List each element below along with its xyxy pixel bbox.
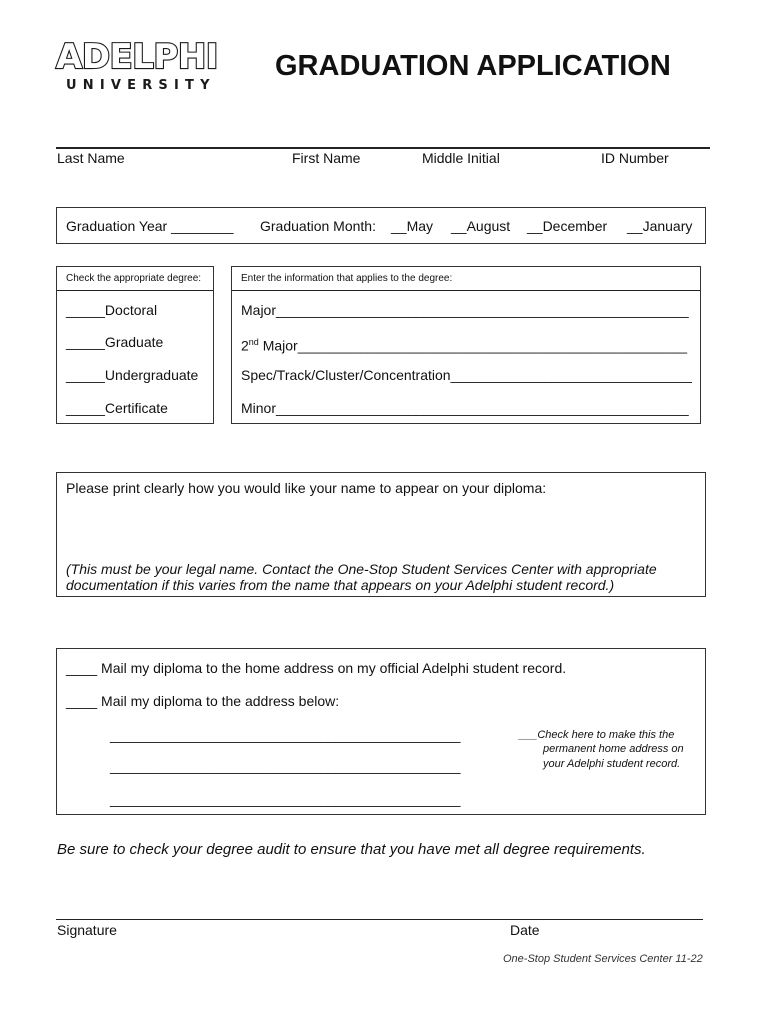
info-header: Enter the information that applies to the degree: <box>241 273 453 284</box>
last-name-label[interactable]: Last Name <box>57 150 125 166</box>
spec-field[interactable]: Spec/Track/Cluster/Concentration_______________________________ <box>241 367 692 383</box>
legal-name-note-1: (This must be your legal name. Contact the One-Stop Student Services Center with appropriate <box>66 561 657 577</box>
adelphi-logo <box>56 37 218 100</box>
logo-wordmark: ADELPHI <box>56 37 218 77</box>
month-january-option[interactable]: __January <box>627 218 693 234</box>
signature-label: Signature <box>57 922 117 938</box>
id-number-label[interactable]: ID Number <box>601 150 669 166</box>
info-header-rule <box>232 290 700 291</box>
graduation-year-field[interactable]: Graduation Year ________ <box>66 218 234 234</box>
degree-option-graduate[interactable]: _____Graduate <box>66 334 164 350</box>
second-major-field[interactable] <box>241 334 687 354</box>
major-field[interactable]: Major_____________________________________________________ <box>241 302 689 318</box>
first-name-label[interactable]: First Name <box>292 150 361 166</box>
degree-audit-reminder: Be sure to check your degree audit to ensure that you have met all degree requirements. <box>57 841 646 858</box>
address-line-3[interactable]: _____________________________________________ <box>110 791 461 807</box>
degree-header: Check the appropriate degree: <box>66 273 202 284</box>
degree-option-certificate[interactable]: _____Certificate <box>66 400 168 416</box>
address-line-2[interactable]: _____________________________________________ <box>110 758 461 774</box>
mail-home-option[interactable]: ____ Mail my diploma to the home address on my official Adelphi student record. <box>66 660 567 676</box>
diploma-name-prompt: Please print clearly how you would like your name to appear on your diploma: <box>66 480 547 496</box>
logo-subtitle: UNIVERSITY <box>66 78 216 93</box>
permanent-address-note-2: permanent home address on <box>543 743 684 755</box>
month-august-option[interactable]: __August <box>451 218 511 234</box>
footer-office: One-Stop Student Services Center 11-22 <box>503 953 703 965</box>
permanent-address-note-3: your Adelphi student record. <box>543 758 681 770</box>
second-major-label: Major__________________________________________________ <box>258 337 688 354</box>
month-may-option[interactable]: __May <box>391 218 434 234</box>
second-major-number: 2 <box>241 337 249 354</box>
signature-line[interactable] <box>56 919 703 920</box>
degree-option-undergraduate[interactable]: _____Undergraduate <box>66 367 199 383</box>
minor-field[interactable]: Minor_____________________________________________________ <box>241 400 689 416</box>
month-december-option[interactable]: __December <box>527 218 608 234</box>
name-row-rule <box>56 147 710 149</box>
date-label: Date <box>510 922 540 938</box>
page-title: GRADUATION APPLICATION <box>275 50 671 82</box>
degree-header-rule <box>57 290 213 291</box>
second-major-suffix: nd <box>248 337 259 347</box>
permanent-address-checkbox[interactable]: ___Check here to make this the <box>519 729 675 741</box>
address-line-1[interactable]: _____________________________________________ <box>110 727 461 743</box>
graduation-month-label: Graduation Month: <box>260 218 376 234</box>
middle-initial-label[interactable]: Middle Initial <box>422 150 500 166</box>
mail-below-option[interactable]: ____ Mail my diploma to the address below: <box>66 693 340 709</box>
legal-name-note-2: documentation if this varies from the name that appears on your Adelphi student record.) <box>66 577 615 593</box>
degree-option-doctoral[interactable]: _____Doctoral <box>66 302 158 318</box>
